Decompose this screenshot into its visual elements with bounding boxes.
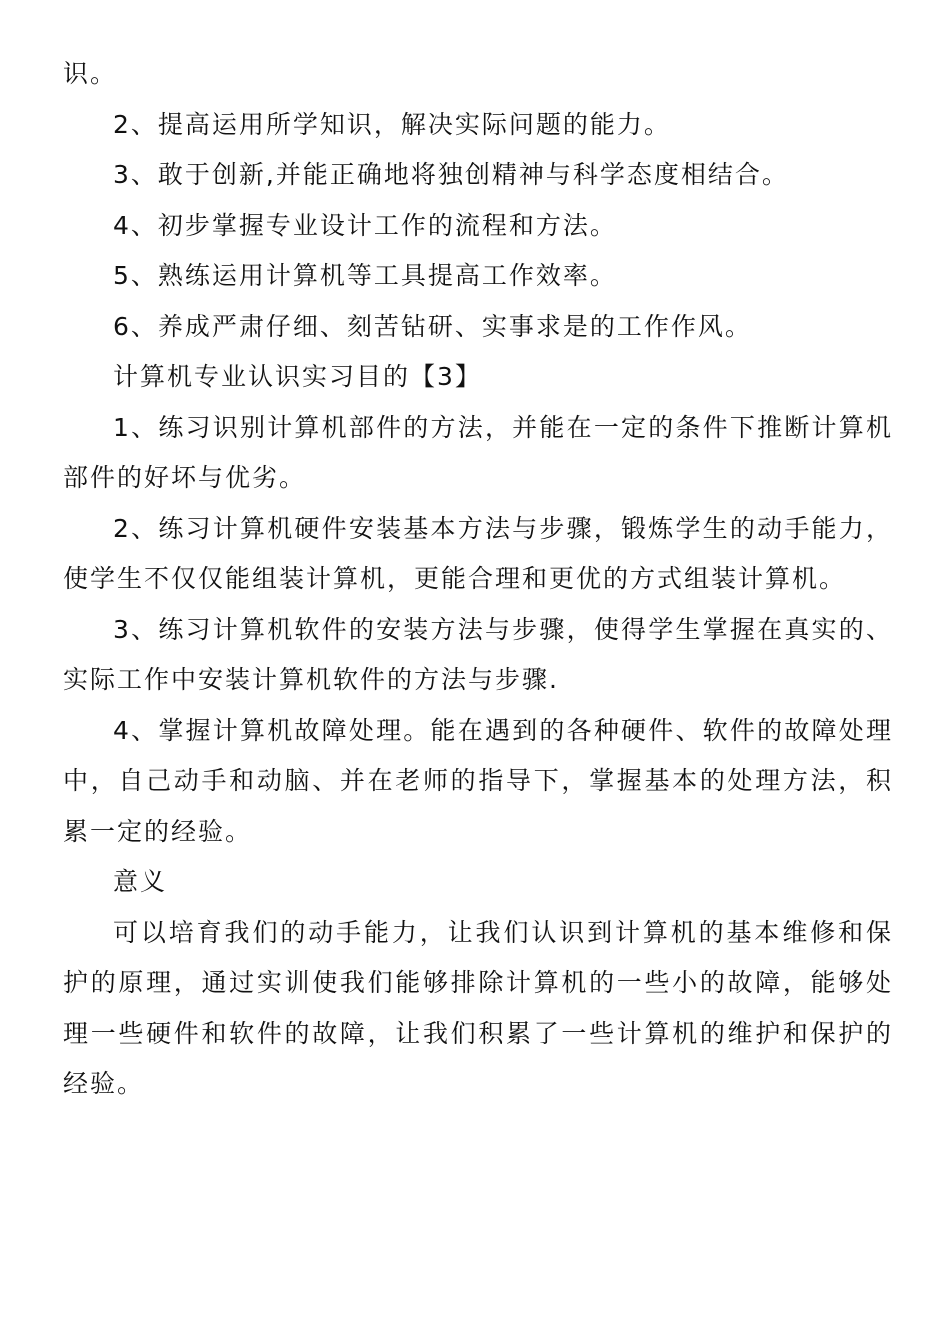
document-body [63, 49, 893, 1110]
paragraph-purpose-2: 2、练习计算机硬件安装基本方法与步骤，锻炼学生的动手能力，使学生不仅仅能组装计算机，更能合理和更优的方式组装计算机。 [63, 513, 893, 593]
paragraph-purpose-1: 1、练习识别计算机部件的方法，并能在一定的条件下推断计算机部件的好坏与优劣。 [63, 412, 893, 492]
section-heading-purpose: 计算机专业认识实习目的【3】 [113, 362, 482, 391]
section-heading-meaning: 意义 [113, 867, 168, 896]
paragraph-goal-2: 2、提高运用所学知识，解决实际问题的能力。 [113, 109, 671, 139]
paragraph-goal-4: 4、初步掌握专业设计工作的流程和方法。 [113, 210, 617, 240]
paragraph-purpose-3: 3、练习计算机软件的安装方法与步骤，使得学生掌握在真实的、实际工作中安装计算机软件的方法与步骤. [63, 614, 893, 694]
paragraph-goal-5: 5、熟练运用计算机等工具提高工作效率。 [113, 261, 617, 290]
paragraph-continuation: 识。 [63, 59, 118, 88]
paragraph-purpose-4: 4、掌握计算机故障处理。能在遇到的各种硬件、软件的故障处理中，自己动手和动脑、并在老师的指导下，掌握基本的处理方法，积累一定的经验。 [63, 715, 893, 846]
paragraph-goal-6: 6、养成严肃仔细、刻苦钻研、实事求是的工作作风。 [113, 311, 752, 341]
paragraph-meaning: 可以培育我们的动手能力，让我们认识到计算机的基本维修和保护的原理，通过实训使我们能够排除计算机的一些小的故障，能够处理一些硬件和软件的故障，让我们积累了一些计算机的维护和保护的经验。 [63, 917, 893, 1098]
paragraph-goal-3: 3、敢于创新,并能正确地将独创精神与科学态度相结合。 [113, 160, 789, 189]
